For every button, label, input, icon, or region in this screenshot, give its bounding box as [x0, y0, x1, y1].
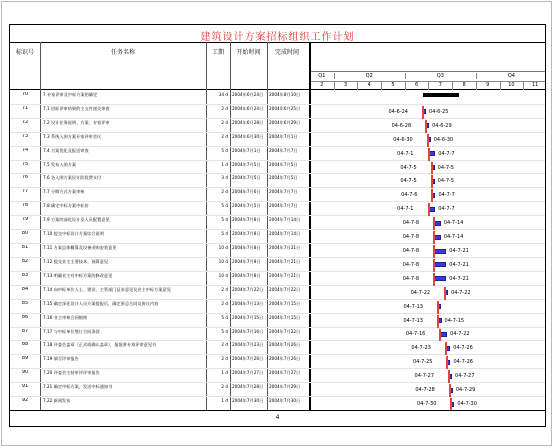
task-bar[interactable] [434, 235, 441, 240]
start-date-label: 04-7-23 [411, 345, 431, 352]
task-finish: 2004年8月10日 [269, 92, 301, 97]
month-label: 3 [334, 81, 359, 90]
critical-marker [428, 148, 430, 161]
task-id: 72 [21, 119, 29, 125]
task-row[interactable] [10, 133, 545, 147]
task-finish: 2004年7月22日 [269, 328, 301, 334]
task-finish: 2004年7月5日 [269, 175, 298, 181]
critical-marker [431, 175, 433, 188]
start-date-label: 04-7-13 [403, 317, 423, 324]
task-bar[interactable] [429, 151, 436, 156]
task-duration: 2 d [221, 342, 228, 348]
task-id: 78 [21, 203, 29, 209]
page-number: 4 [275, 414, 280, 421]
task-finish: 2004年7月29日 [269, 384, 301, 390]
finish-date-label: 04-7-15 [444, 317, 465, 324]
task-id: 74 [21, 147, 29, 153]
task-name: 7.4 方案优化及报送审查 [43, 147, 89, 153]
task-finish: 2004年7月14日 [269, 231, 301, 237]
quarter-label: Q4 [476, 73, 546, 79]
finish-date-label: 04-7-22 [450, 331, 470, 338]
critical-marker [425, 120, 427, 133]
task-name: 7.2 设计任务说明、方案、专家评审 [43, 119, 110, 125]
critical-marker [433, 259, 435, 272]
task-id: 86 [21, 314, 29, 320]
task-start: 2004年7月27日 [232, 370, 264, 376]
task-start: 2004年7月8日 [232, 272, 261, 278]
task-start: 2004年7月5日 [232, 175, 261, 181]
header-duration: 工期 [211, 49, 224, 56]
task-finish: 2004年7月21日 [269, 272, 301, 278]
task-start: 2004年7月8日 [232, 217, 261, 223]
month-label: 2 [310, 81, 335, 90]
month-label: 5 [381, 81, 406, 90]
task-name: 7.3 系统入围方案专家评审会议 [43, 133, 102, 139]
month-label: 9 [476, 81, 501, 90]
finish-date-label: 04-7-26 [453, 345, 473, 352]
task-row[interactable] [10, 188, 545, 202]
start-date-label: 04-6-28 [391, 122, 412, 129]
finish-date-label: 04-7-29 [455, 387, 476, 394]
task-finish: 2004年7月22日 [269, 286, 301, 292]
task-duration: 2 d [221, 119, 228, 125]
task-duration: 2 d [221, 133, 228, 139]
task-name: 7.11 方案总体概算及设备采购安装意见 [43, 245, 117, 251]
task-start: 2004年7月26日 [232, 356, 264, 362]
summary-bar [423, 93, 459, 97]
task-bar[interactable] [429, 207, 436, 212]
finish-date-label: 04-7-21 [449, 248, 469, 254]
task-row[interactable] [10, 174, 545, 188]
task-start: 2004年7月16日 [232, 328, 264, 334]
task-name: 7.22 新闻发布 [43, 398, 71, 404]
start-date-label: 04-6-30 [393, 136, 413, 143]
task-id: 82 [21, 258, 29, 264]
task-id: 83 [21, 272, 29, 278]
critical-marker [439, 329, 441, 342]
task-id: 81 [21, 245, 29, 251]
task-name: 7.16 业主审核合同细则 [43, 314, 88, 320]
task-name: 7.8 确定中标方案中标价 [43, 203, 89, 209]
task-start: 2004年6月24日 [232, 105, 264, 111]
critical-marker [445, 342, 447, 355]
task-row[interactable] [10, 147, 545, 161]
task-finish: 2004年7月1日 [269, 133, 298, 139]
task-id: 91 [21, 384, 29, 390]
start-date-label: 04-7-8 [402, 248, 420, 254]
document-frame [1, 1, 552, 446]
header-id: 标识号 [15, 49, 34, 56]
task-name: 7.12 提交业主主要技术、预算意见 [43, 258, 109, 264]
finish-date-label: 04-7-5 [437, 164, 454, 171]
task-row[interactable] [10, 216, 545, 230]
task-duration: 5 d [221, 314, 228, 320]
start-date-label: 04-7-6 [401, 192, 418, 199]
task-name: 7.10 提交中标设计方案综合说明 [43, 231, 104, 237]
critical-marker [428, 203, 430, 216]
start-date-label: 04-7-22 [410, 289, 431, 296]
critical-marker [427, 134, 429, 147]
start-date-label: 04-7-5 [400, 178, 417, 185]
task-finish: 2004年7月27日 [269, 370, 301, 376]
task-name: 7.19 填写评审报告 [43, 356, 79, 362]
task-start: 2004年7月13日 [232, 300, 264, 306]
finish-date-label: 04-7-7 [438, 150, 455, 157]
task-name: 7.15 确定深化设计人员方案提报后，确定原总合同及协议内容 [43, 300, 159, 306]
task-finish: 2004年7月15日 [269, 300, 301, 306]
start-date-label: 04-7-8 [402, 220, 420, 227]
task-start: 2004年7月8日 [232, 231, 261, 237]
task-start: 2004年7月28日 [232, 384, 264, 390]
task-name: 7.5 发布入围方案 [43, 161, 77, 167]
task-duration: 34 d [218, 92, 228, 97]
finish-date-label: 04-6-29 [432, 122, 452, 129]
task-start: 2004年6月30日 [232, 133, 264, 139]
task-duration: 2 d [221, 189, 228, 195]
task-duration: 10 d [218, 272, 228, 278]
task-finish: 2004年6月29日 [269, 119, 301, 125]
finish-date-label: 04-7-21 [449, 275, 469, 282]
task-id: 77 [21, 189, 29, 195]
task-row[interactable] [10, 314, 545, 328]
task-name: 7.1 招标评审结果的主文件递交审查 [43, 105, 110, 111]
start-date-label: 04-7-8 [402, 275, 420, 282]
task-id: 79 [21, 217, 29, 223]
critical-marker [437, 301, 439, 314]
task-id: 84 [21, 286, 29, 292]
task-start: 2004年7月8日 [232, 258, 261, 264]
header-finish: 完成时间 [274, 49, 299, 56]
page-footer [10, 410, 545, 426]
header-start: 开始时间 [236, 49, 261, 56]
finish-date-label: 04-7-14 [443, 220, 464, 227]
quarter-label: Q3 [405, 73, 477, 79]
month-label: 8 [452, 81, 477, 90]
task-start: 2004年7月22日 [232, 286, 264, 292]
critical-marker [437, 315, 439, 328]
task-row[interactable] [10, 202, 545, 216]
task-start: 2004年7月1日 [232, 147, 261, 153]
critical-marker [449, 384, 451, 397]
task-duration: 3 d [221, 175, 228, 181]
table-header [10, 42, 545, 90]
task-duration: 1 d [221, 398, 228, 404]
task-row[interactable] [10, 119, 545, 133]
finish-date-label: 04-7-7 [438, 192, 455, 199]
task-duration: 5 d [221, 203, 228, 209]
task-bar[interactable] [440, 332, 447, 337]
task-duration: 5 d [221, 231, 228, 237]
task-bar[interactable] [434, 276, 446, 281]
task-name: 7.21 确定中标方案，发送中标通知书 [43, 384, 113, 390]
task-duration: 5 d [221, 217, 228, 223]
finish-date-label: 04-7-5 [437, 178, 454, 185]
critical-marker [431, 189, 433, 202]
task-duration: 2 d [221, 384, 228, 390]
task-duration: 5 d [221, 147, 228, 153]
task-id: 80 [21, 231, 29, 237]
task-duration: 2 d [221, 105, 228, 111]
task-id: 90 [21, 370, 29, 376]
start-date-label: 04-7-1 [397, 206, 414, 213]
task-id: 76 [21, 175, 29, 181]
task-name: 7.14 向中标单位人士、建设、主管部门征求意见及业主中标方案意见 [43, 286, 171, 292]
finish-date-label: 04-7-14 [443, 234, 464, 241]
task-finish: 2004年7月14日 [269, 217, 301, 223]
task-id: 85 [21, 300, 29, 306]
task-name: 7.6 各入围方案设计阶段费支付 [43, 175, 102, 181]
task-id: 75 [21, 161, 29, 167]
task-row[interactable] [10, 300, 545, 314]
task-bar[interactable] [434, 221, 441, 226]
task-name: 7 专家评审及中标方案的确定 [43, 92, 98, 97]
task-start: 2004年7月5日 [232, 203, 261, 209]
finish-date-label: 04-7-30 [457, 401, 477, 408]
start-date-label: 04-7-8 [402, 234, 420, 241]
critical-marker [444, 287, 446, 300]
start-date-label: 04-7-13 [403, 303, 423, 310]
start-date-label: 04-7-5 [400, 164, 417, 171]
timescale [310, 71, 546, 90]
task-duration: 10 d [218, 245, 228, 251]
task-start: 2004年7月15日 [232, 314, 264, 320]
gantt-sheet [9, 24, 546, 427]
task-id: 71 [21, 105, 29, 111]
critical-marker [448, 370, 450, 383]
critical-marker [433, 245, 435, 258]
critical-marker [431, 162, 433, 175]
task-row[interactable] [10, 105, 545, 119]
start-date-label: 04-7-30 [416, 401, 437, 408]
critical-marker [433, 231, 435, 244]
task-finish: 2004年7月30日 [269, 398, 301, 404]
task-finish: 2004年7月5日 [269, 161, 298, 167]
task-id: 70 [21, 92, 29, 97]
task-name: 7.20 评委会主持审评评审报告 [43, 370, 100, 376]
task-bar[interactable] [434, 262, 446, 267]
finish-date-label: 04-7-27 [455, 373, 475, 380]
task-start: 2004年7月6日 [232, 189, 261, 195]
month-label: 10 [500, 81, 525, 90]
critical-marker [433, 217, 435, 230]
task-finish: 2004年6月25日 [269, 105, 301, 111]
task-finish: 2004年7月7日 [269, 189, 298, 195]
quarter-label: Q1 [310, 73, 335, 79]
task-duration: 5 d [221, 328, 228, 334]
start-date-label: 04-7-8 [402, 261, 420, 268]
page-title: 建筑设计方案招标组织工作计划 [200, 32, 355, 43]
task-start: 2004年7月23日 [232, 342, 264, 348]
task-name: 7.17 与中标单位签订合同条款 [43, 328, 100, 334]
task-start: 2004年6月24日 [232, 92, 264, 97]
critical-marker [433, 273, 435, 286]
task-name: 7.18 评委会盖章（正式或确认盖章），报批准专家评审意见书 [43, 342, 157, 348]
task-row[interactable] [10, 91, 545, 105]
task-duration: 2 d [221, 286, 228, 292]
task-duration: 1 d [221, 370, 228, 376]
critical-marker [422, 106, 424, 119]
task-start: 2004年7月30日 [232, 398, 264, 404]
task-id: 88 [21, 342, 29, 348]
start-date-label: 04-7-25 [412, 359, 433, 366]
finish-date-label: 04-7-21 [449, 261, 469, 268]
critical-marker [446, 356, 448, 369]
task-finish: 2004年7月21日 [269, 258, 301, 264]
task-duration: 1 d [221, 161, 228, 167]
header-name: 任务名称 [110, 49, 135, 56]
task-id: 87 [21, 328, 29, 334]
task-finish: 2004年7月26日 [269, 342, 301, 348]
task-finish: 2004年7月26日 [269, 356, 301, 362]
finish-date-label: 04-6-30 [433, 136, 454, 143]
start-date-label: 04-7-28 [415, 387, 435, 394]
task-name: 7.13 明确业主对中标方案的修改意见 [43, 272, 113, 278]
finish-date-label: 04-6-25 [428, 108, 449, 115]
task-duration: 10 d [218, 258, 228, 264]
finish-date-label: 04-7-7 [438, 206, 455, 213]
task-finish: 2004年7月15日 [269, 314, 301, 320]
task-finish: 2004年7月7日 [269, 147, 298, 153]
start-date-label: 04-6-24 [388, 108, 408, 115]
month-label: 4 [357, 81, 382, 90]
task-start: 2004年6月28日 [232, 119, 264, 125]
task-start: 2004年7月5日 [232, 161, 261, 167]
task-bar[interactable] [434, 249, 446, 254]
task-finish: 2004年7月7日 [269, 203, 298, 209]
month-label: 11 [523, 81, 546, 90]
quarter-label: Q2 [334, 73, 406, 79]
task-name: 7.9 方案的深化设计及人员配置意见 [43, 217, 110, 223]
start-date-label: 04-7-16 [405, 331, 426, 338]
task-name: 7.7 分期方式方案审核 [43, 189, 85, 195]
task-start: 2004年7月8日 [232, 245, 261, 251]
task-id: 89 [21, 356, 29, 362]
task-finish: 2004年7月21日 [269, 245, 301, 251]
task-duration: 2 d [221, 300, 228, 306]
task-id: 73 [21, 133, 29, 139]
start-date-label: 04-7-1 [397, 150, 414, 157]
finish-date-label: 04-7-22 [451, 289, 471, 296]
task-row[interactable] [10, 161, 545, 175]
start-date-label: 04-7-27 [414, 373, 435, 380]
task-duration: 2 d [221, 356, 228, 362]
month-label: 6 [405, 81, 430, 90]
task-row[interactable] [10, 230, 545, 244]
task-id: 92 [21, 398, 29, 404]
month-label: 7 [429, 81, 454, 90]
finish-date-label: 04-7-26 [453, 359, 473, 366]
